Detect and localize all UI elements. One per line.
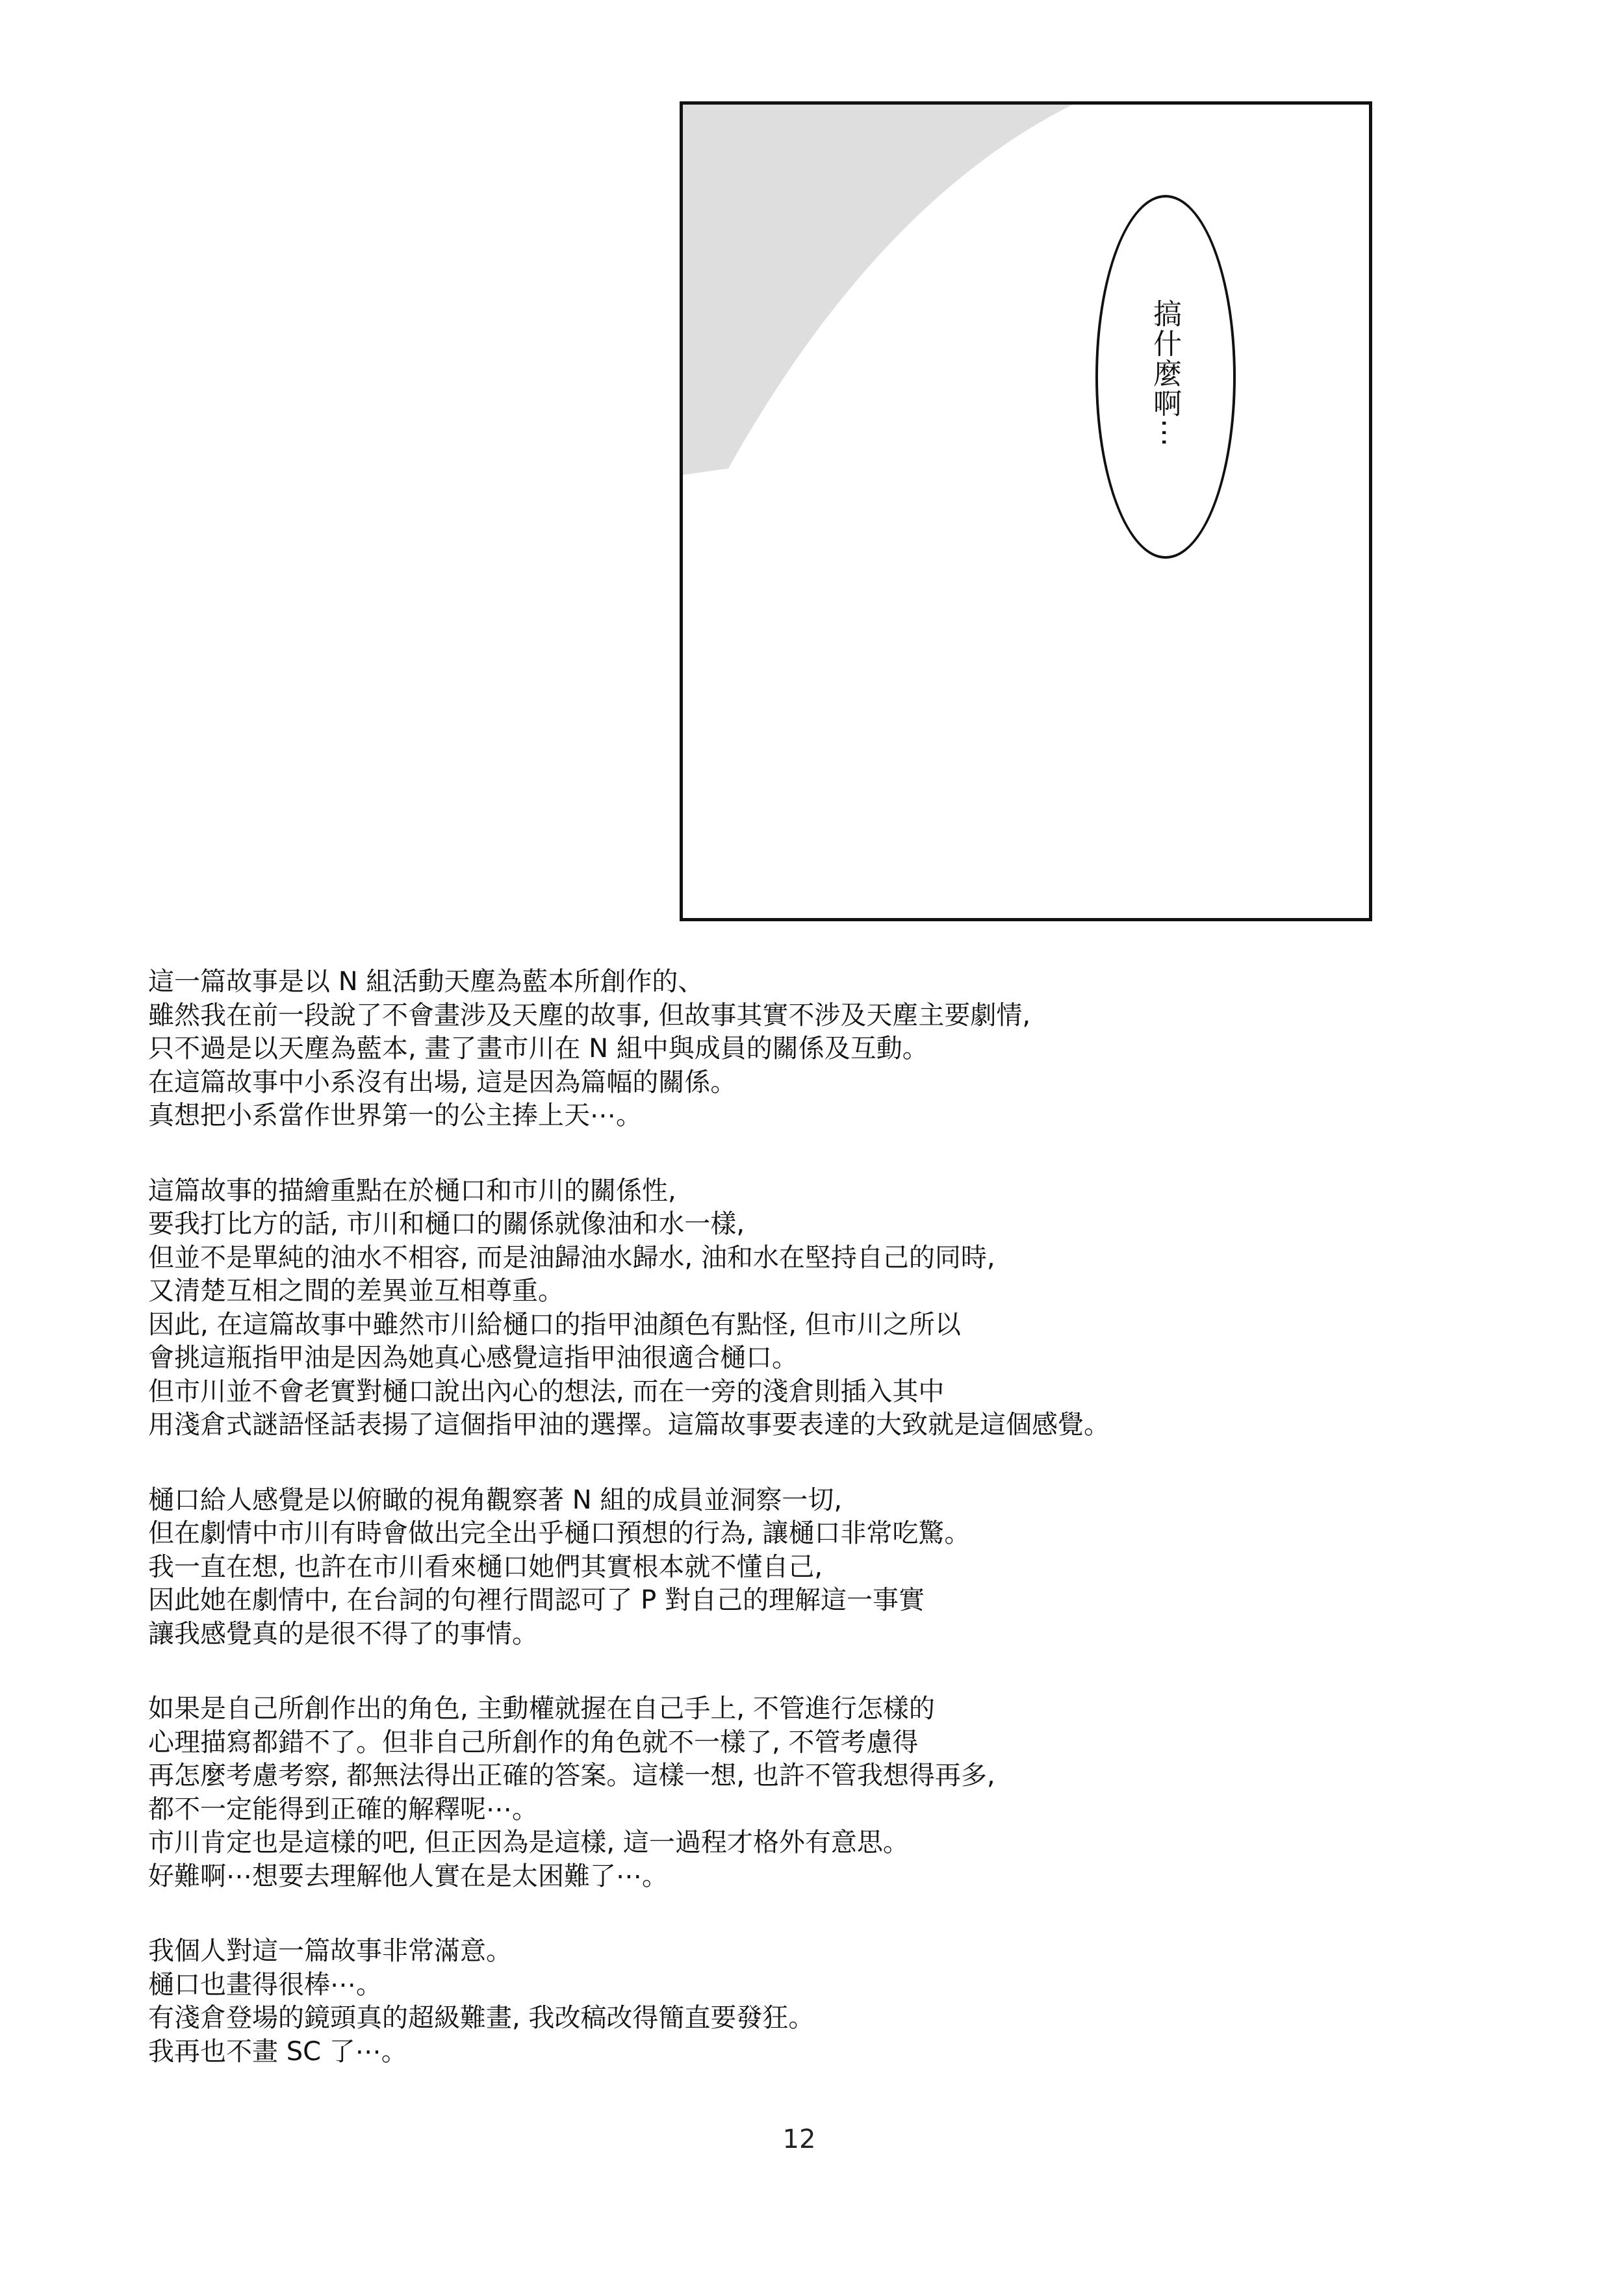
text-line: 只不過是以天塵為藍本, 畫了畫市川在 N 組中與成員的關係及互動。 bbox=[148, 1034, 928, 1064]
text-line: 用淺倉式謎語怪話表揚了這個指甲油的選擇。這篇故事要表達的大致就是這個感覺。 bbox=[148, 1410, 1110, 1440]
page-number: 12 bbox=[782, 2124, 816, 2154]
text-line: 樋口也畫得很棒⋯。 bbox=[148, 1969, 382, 2000]
text-line: 有淺倉登場的鏡頭真的超級難畫, 我改稿改得簡直要發狂。 bbox=[148, 2003, 815, 2033]
text-line: 好難啊⋯想要去理解他人實在是太困難了⋯。 bbox=[148, 1861, 668, 1891]
text-line: 但市川並不會老實對樋口說出內心的想法, 而在一旁的淺倉則插入其中 bbox=[148, 1376, 945, 1407]
text-line: 這一篇故事是以 N 組活動天塵為藍本所創作的、 bbox=[148, 967, 704, 997]
balloon-text: 搞什麼啊⋯ bbox=[1148, 299, 1181, 448]
paragraph-2 bbox=[148, 1175, 1415, 1442]
text-line: 這篇故事的描繪重點在於樋口和市川的關係性, bbox=[148, 1175, 676, 1206]
text-line: 讓我感覺真的是很不得了的事情。 bbox=[148, 1618, 538, 1649]
text-line: 因此她在劇情中, 在台詞的句裡行間認可了 P 對自己的理解這一事實 bbox=[148, 1585, 925, 1615]
paragraph-3 bbox=[148, 1484, 1415, 1652]
text-line: 又清楚互相之間的差異並互相尊重。 bbox=[148, 1276, 564, 1306]
text-line: 但在劇情中市川有時會做出完全出乎樋口預想的行為, 讓樋口非常吃驚。 bbox=[148, 1518, 971, 1548]
afterword-text bbox=[148, 965, 1415, 2110]
text-line: 都不一定能得到正確的解釋呢⋯。 bbox=[148, 1794, 538, 1824]
text-line: 如果是自己所創作出的角色, 主動權就握在自己手上, 不管進行怎樣的 bbox=[148, 1694, 935, 1724]
text-line: 但並不是單純的油水不相容, 而是油歸油水歸水, 油和水在堅持自己的同時, bbox=[148, 1242, 995, 1273]
text-line: 會挑這瓶指甲油是因為她真心感覺這指甲油很適合樋口。 bbox=[148, 1343, 798, 1373]
text-line: 市川肯定也是這樣的吧, 但正因為是這樣, 這一過程才格外有意思。 bbox=[148, 1828, 909, 1857]
text-line: 我一直在想, 也許在市川看來樋口她們其實根本就不懂自己, bbox=[148, 1551, 823, 1582]
text-line: 在這篇故事中小系沒有出場, 這是因為篇幅的關係。 bbox=[148, 1067, 737, 1097]
paragraph-5 bbox=[148, 1935, 1415, 2069]
text-line: 雖然我在前一段說了不會畫涉及天塵的故事, 但故事其實不涉及天塵主要劇情, bbox=[148, 1000, 1031, 1030]
text-line: 我個人對這一篇故事非常滿意。 bbox=[148, 1936, 512, 1966]
text-line: 要我打比方的話, 市川和樋口的關係就像油和水一樣, bbox=[148, 1209, 745, 1239]
text-line: 再怎麼考慮考察, 都無法得出正確的答案。這樣一想, 也許不管我想得再多, bbox=[148, 1761, 995, 1791]
manga-panel bbox=[680, 101, 1372, 921]
text-line: 真想把小系當作世界第一的公主捧上天⋯。 bbox=[148, 1101, 642, 1130]
text-line: 因此, 在這篇故事中雖然市川給樋口的指甲油顏色有點怪, 但市川之所以 bbox=[148, 1309, 961, 1340]
paragraph-1 bbox=[148, 965, 1415, 1133]
text-line: 心理描寫都錯不了。但非自己所創作的角色就不一樣了, 不管考慮得 bbox=[148, 1727, 919, 1757]
screentone-shading bbox=[683, 105, 1372, 921]
paragraph-4 bbox=[148, 1692, 1415, 1893]
text-line: 我再也不畫 SC 了⋯。 bbox=[148, 2036, 407, 2067]
text-line: 樋口給人感覺是以俯瞰的視角觀察著 N 組的成員並洞察一切, bbox=[148, 1485, 843, 1515]
